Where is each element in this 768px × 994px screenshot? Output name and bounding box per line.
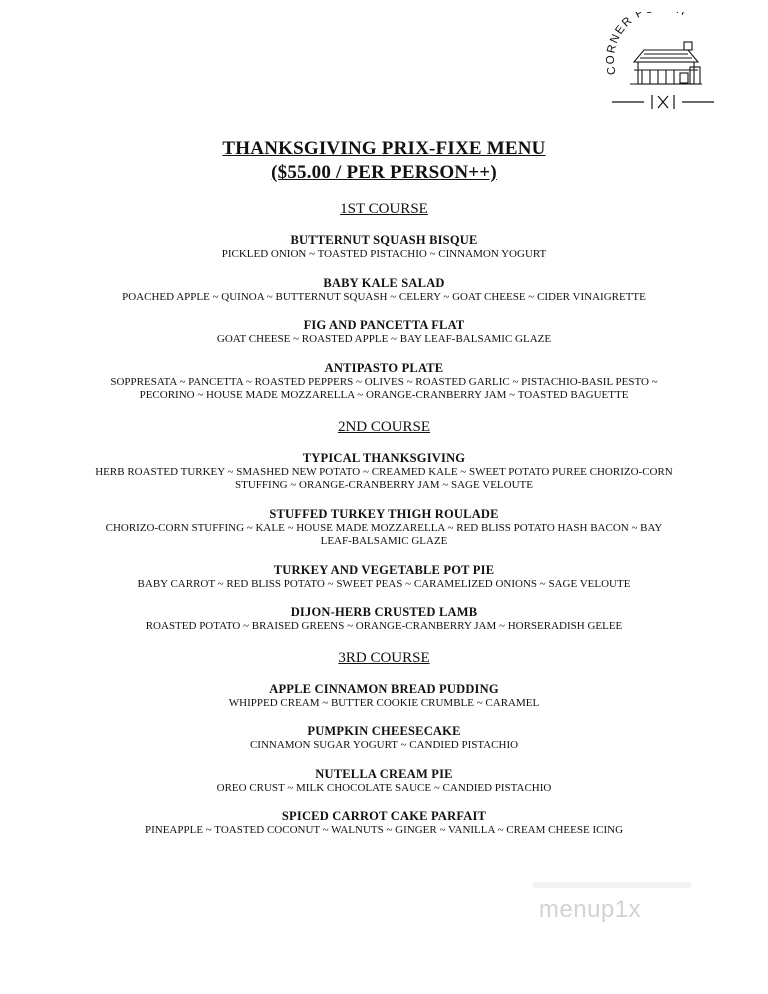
- menu-item: [0, 605, 768, 634]
- item-description: GOAT CHEESE ~ ROASTED APPLE ~ BAY LEAF-BALSAMIC GLAZE: [216, 333, 552, 345]
- course-heading: 1ST COURSE: [340, 201, 428, 217]
- item-name: SPICED CARROT CAKE PARFAIT: [281, 809, 487, 823]
- menu-item: [0, 361, 768, 403]
- item-description: ROASTED POTATO ~ BRAISED GREENS ~ ORANGE-CRANBERRY JAM ~ HORSERADISH GELEE: [145, 620, 623, 632]
- course-heading: 3RD COURSE: [338, 649, 430, 666]
- item-name: DIJON-HERB CRUSTED LAMB: [290, 605, 478, 619]
- menu: [0, 137, 768, 852]
- item-name: BABY KALE SALAD: [323, 275, 445, 290]
- item-description: SOPPRESATA ~ PANCETTA ~ ROASTED PEPPERS ~ OLIVES ~ ROASTED GARLIC ~ PISTACHIO-BASIL PESTO ~ PECORINO ~ HOUSE MADE MOZZARELLA ~ ORANGE-CRANBERRY JAM ~ TOASTED BAGUETTE: [110, 375, 658, 401]
- item-description: WHIPPED CREAM ~ BUTTER COOKIE CRUMBLE ~ CARAMEL: [228, 696, 540, 709]
- watermark: [520, 870, 700, 930]
- item-name: PUMPKIN CHEESECAKE: [307, 724, 461, 738]
- menu-item: [0, 809, 768, 838]
- item-name: FIG AND PANCETTA FLAT: [303, 318, 465, 332]
- menu-item: [0, 276, 768, 305]
- item-description: OREO CRUST ~ MILK CHOCOLATE SAUCE ~ CANDIED PISTACHIO: [216, 781, 552, 794]
- menu-item: [0, 682, 768, 711]
- menu-item: [0, 451, 768, 493]
- course-3: [0, 649, 768, 838]
- item-name: BUTTERNUT SQUASH BISQUE: [290, 233, 478, 247]
- watermark-blur-bar: [532, 882, 692, 888]
- course-1: [0, 200, 768, 403]
- restaurant-house-logo-icon: [604, 12, 722, 122]
- menu-item: [0, 318, 768, 347]
- menu-item: [0, 507, 768, 549]
- course-heading: 2ND COURSE: [337, 418, 431, 435]
- item-name: TYPICAL THANKSGIVING: [302, 450, 466, 465]
- item-name: ANTIPASTO PLATE: [324, 360, 444, 375]
- logo-text: CORNER P: [604, 12, 648, 76]
- watermark-text: menup1x: [538, 896, 642, 923]
- item-description: CHORIZO-CORN STUFFING ~ KALE ~ HOUSE MADE MOZZARELLA ~ RED BLISS POTATO HASH BACON ~ BAY LEAF-BALSAMIC GLAZE: [105, 521, 663, 547]
- item-description: HERB ROASTED TURKEY ~ SMASHED NEW POTATO ~ CREAMED KALE ~ SWEET POTATO PUREE CHORIZO-CORN STUFFING ~ ORANGE-CRANBERRY JAM ~ SAGE VELOUTE: [95, 465, 673, 491]
- menu-item: [0, 563, 768, 592]
- menu-title: THANKSGIVING PRIX-FIXE MENU: [222, 138, 546, 159]
- item-description: BABY CARROT ~ RED BLISS POTATO ~ SWEET PEAS ~ CARAMELIZED ONIONS ~ SAGE VELOUTE: [137, 577, 631, 590]
- item-description: PINEAPPLE ~ TOASTED COCONUT ~ WALNUTS ~ GINGER ~ VANILLA ~ CREAM CHEESE ICING: [144, 824, 624, 836]
- item-name: NUTELLA CREAM PIE: [315, 766, 453, 781]
- item-name: APPLE CINNAMON BREAD PUDDING: [269, 681, 499, 696]
- menu-item: [0, 724, 768, 753]
- menu-item: [0, 233, 768, 262]
- item-description: POACHED APPLE ~ QUINOA ~ BUTTERNUT SQUASH ~ CELERY ~ GOAT CHEESE ~ CIDER VINAIGRETTE: [122, 290, 646, 303]
- menu-price: ($55.00 / PER PERSON++): [271, 162, 497, 183]
- menu-item: [0, 767, 768, 796]
- item-description: PICKLED ONION ~ TOASTED PISTACHIO ~ CINNAMON YOGURT: [221, 248, 547, 260]
- item-name: TURKEY AND VEGETABLE POT PIE: [273, 562, 495, 577]
- item-name: STUFFED TURKEY THIGH ROULADE: [269, 506, 499, 521]
- corner-porch-logo: [604, 12, 722, 122]
- svg-text:CORNER PORCH: [605, 12, 688, 76]
- course-2: [0, 418, 768, 634]
- item-description: CINNAMON SUGAR YOGURT ~ CANDIED PISTACHIO: [249, 739, 519, 751]
